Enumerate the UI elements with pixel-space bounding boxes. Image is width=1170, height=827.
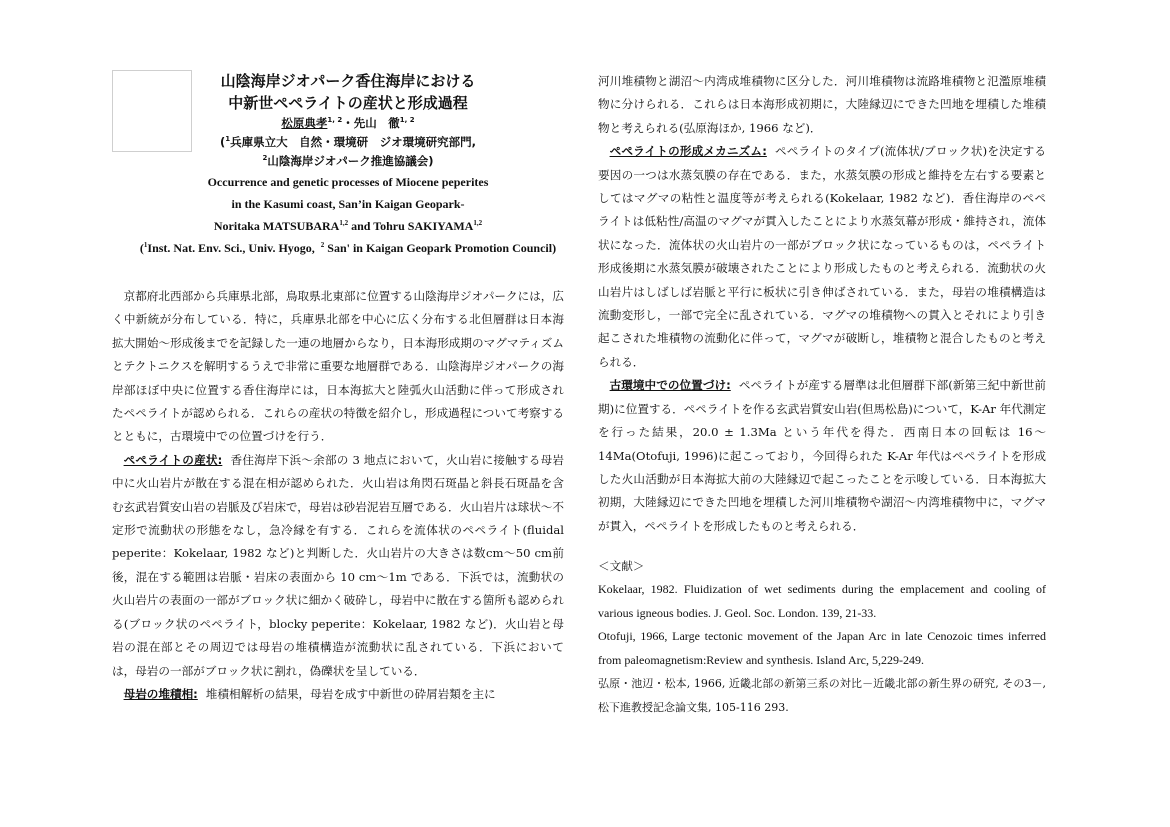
title-ja-line1: 山陰海岸ジオパーク香住海岸における xyxy=(220,72,476,90)
affil-en-sup1: 1 xyxy=(143,241,148,249)
affil1-sup: 1 xyxy=(225,135,231,144)
reference-item: Kokelaar, 1982. Fluidization of wet sediments during the emplacement and cooling of various igneous bodies. J. Geol. Soc. London. 139, 21-33. xyxy=(598,582,1046,620)
author-sep-ja: ・ xyxy=(342,116,354,130)
affil2-sup: 2 xyxy=(262,154,268,163)
reference-item: Otofuji, 1966, Large tectonic movement of the Japan Arc in late Cenozoic times inferred from paleomagnetism:Review and synthesis. Island Arc, 5,229-249. xyxy=(598,629,1046,667)
right-column xyxy=(598,70,1046,719)
section-heading-paleoenv: 古環境中での位置づけ: xyxy=(609,378,731,393)
affil-en-open: ( xyxy=(139,241,144,255)
section-occurrence xyxy=(112,449,564,683)
affil-ja-line1 xyxy=(132,133,564,152)
section-facies xyxy=(112,683,564,706)
author2-ja-sup: 1, 2 xyxy=(399,116,415,125)
paper-header xyxy=(132,70,564,259)
title-en-line2: in the Kasumi coast, San’in Kaigan Geopark- xyxy=(231,197,465,211)
author2-en-sup: 1,2 xyxy=(473,219,483,227)
section-text-facies: 堆積相解析の結果，母岩を成す中新世の砕屑岩類を主に xyxy=(205,686,496,701)
section-heading-mechanism: ペペライトの形成メカニズム: xyxy=(609,144,767,159)
authors-ja xyxy=(132,114,564,133)
section-text-occurrence: 香住海岸下浜〜余部の 3 地点において，火山岩に接触する母岩中に火山岩片が散在する混在相が認められた．火山岩は角閃石斑晶と斜長石斑晶を含む玄武岩質安山岩の岩脈及び岩床で，母岩は砂岩泥岩互層である．火山岩片は球状〜不定形で流動状の形態をなし，急冷縁を有する．これらを流体状のペペライト(fluidal peperite：Kokelaar, 1982 など)と判断した．火山岩片の大きさは数cm〜50 cm前後，混在する範囲は岩脈・岩床の表面から 10 cm〜1m である．下浜では，流動状の火山岩片の表面の一部がブロック状に細かく破砕し，母岩中に散在する箇所も認められる(ブロック状のペペライト，blocky peperite：Kokelaar, 1982 など)．火山岩と母岩の混在部とその周辺では母岩の堆積構造が流動状に乱されている．下浜においては，母岩の一部がブロック状に割れ，偽礫状を呈している． xyxy=(112,452,564,678)
section-heading-facies: 母岩の堆積相: xyxy=(123,686,198,701)
section-mechanism xyxy=(598,140,1046,374)
affil-en-text1: Inst. Nat. Env. Sci., Univ. Hyogo, xyxy=(147,241,315,255)
section-facies-cont: 河川堆積物と湖沼〜内湾成堆積物に区分した．河川堆積物は流路堆積物と氾濫原堆積物に分けられる．これらは日本海形成初期に，大陸縁辺にできた凹地を埋積した堆積物と考えられる(弘原海ほか, 1966 など)． xyxy=(598,74,1046,135)
affil-open-paren: ( xyxy=(219,135,226,149)
affil-en xyxy=(132,237,564,259)
title-en-line1: Occurrence and genetic processes of Miocene peperites xyxy=(207,175,489,189)
section-heading-occurrence: ペペライトの産状: xyxy=(123,452,223,467)
left-body xyxy=(112,285,564,706)
section-paleoenv xyxy=(598,374,1046,538)
author1-ja: 松原典孝 xyxy=(281,116,328,130)
affil2-text: 山陰海岸ジオパーク推進協議会) xyxy=(267,154,434,168)
references-heading: ＜文献＞ xyxy=(598,559,645,574)
title-ja-line2: 中新世ペペライトの産状と形成過程 xyxy=(228,94,468,112)
section-text-paleoenv: ペペライトが産する層準は北但層群下部(新第三紀中新世前期)に位置する．ペペライトを作る玄武岩質安山岩(但馬松島)について，K-Ar 年代測定を行った結果，20.0 ± 1.3Ma という年代を得た．西南日本の回転は 16〜14Ma(Otofuji, 1996)に起こっており，今回得られた K-Ar 年代はペペライトを形成した火山活動が日本海拡大前の大陸縁辺で起こったことを示唆している．日本海拡大初期，大陸縁辺にできた凹地を埋積した河川堆積物や湖沼〜内湾堆積物中に，マグマが貫入，ペペライトを形成したものと考えられる． xyxy=(598,378,1046,533)
logo-placeholder xyxy=(112,70,192,152)
author1-en: Noritaka MATSUBARA xyxy=(213,219,340,233)
affil-en-text2: San' in Kaigan Geopark Promotion Council) xyxy=(324,241,557,255)
affil-en-sup2: 2 xyxy=(320,241,325,249)
author2-en: and Tohru SAKIYAMA xyxy=(348,219,474,233)
affil1-text: 兵庫県立大 自然・環境研 ジオ環境研究部門, xyxy=(230,135,476,149)
left-column xyxy=(112,70,564,706)
author1-en-sup: 1,2 xyxy=(339,219,349,227)
authors-en xyxy=(132,215,564,237)
references-list xyxy=(598,578,1046,719)
intro-paragraph: 京都府北西部から兵庫県北部，鳥取県北東部に位置する山陰海岸ジオパークには，広く中新統が分布している．特に，兵庫県北部を中心に広く分布する北但層群は日本海拡大開始〜形成後までを記録した一連の地層からなり，日本海形成期のマグマティズムとテクトニクスを解明するうえで非常に重要な地層群である．山陰海岸ジオパークの海岸部ほぼ中央に位置する香住海岸には，日本海拡大と陸弧火山活動に伴って形成されたペペライトが認められる．これらの産状の特徴を紹介し，形成過程について考察するとともに，古環境中での位置づけを行う． xyxy=(112,289,564,444)
author1-ja-sup: 1, 2 xyxy=(327,116,343,125)
right-body xyxy=(598,70,1046,538)
reference-item: 弘原・池辺・松本, 1966, 近畿北部の新第三系の対比－近畿北部の新生界の研究, その3－, 松下進教授記念論文集, 105-116 293. xyxy=(598,677,1046,714)
affil-ja-line2 xyxy=(132,152,564,171)
author2-ja: 先山 徹 xyxy=(353,116,400,130)
section-text-mechanism: ペペライトのタイプ(流体状/ブロック状)を決定する要因の一つは水蒸気膜の存在である．また，水蒸気膜の形成と維持を左右する要素としてはマグマの粘性と温度等が考えられる(Kokelaar, 1982 など)．香住海岸のペペライトは低粘性/高温のマグマが貫入したことにより水蒸気幕が形成・維持され，流体状になった．流体状の火山岩片の一部がブロック状になっているものは，ペペライト形成後期に水蒸気膜が破壊されたことにより形成したものと考えられる．流動状の火山岩片はしばしば岩脈と平行に板状に引き伸ばされている．また，母岩の堆積構造は流動変形し，一部で完全に乱されている．マグマの堆積物への貫入とそれにより引き起こされた堆積物の流動化に伴って，マグマが破断し，堆積物と混合したものと考えられる． xyxy=(598,144,1046,369)
